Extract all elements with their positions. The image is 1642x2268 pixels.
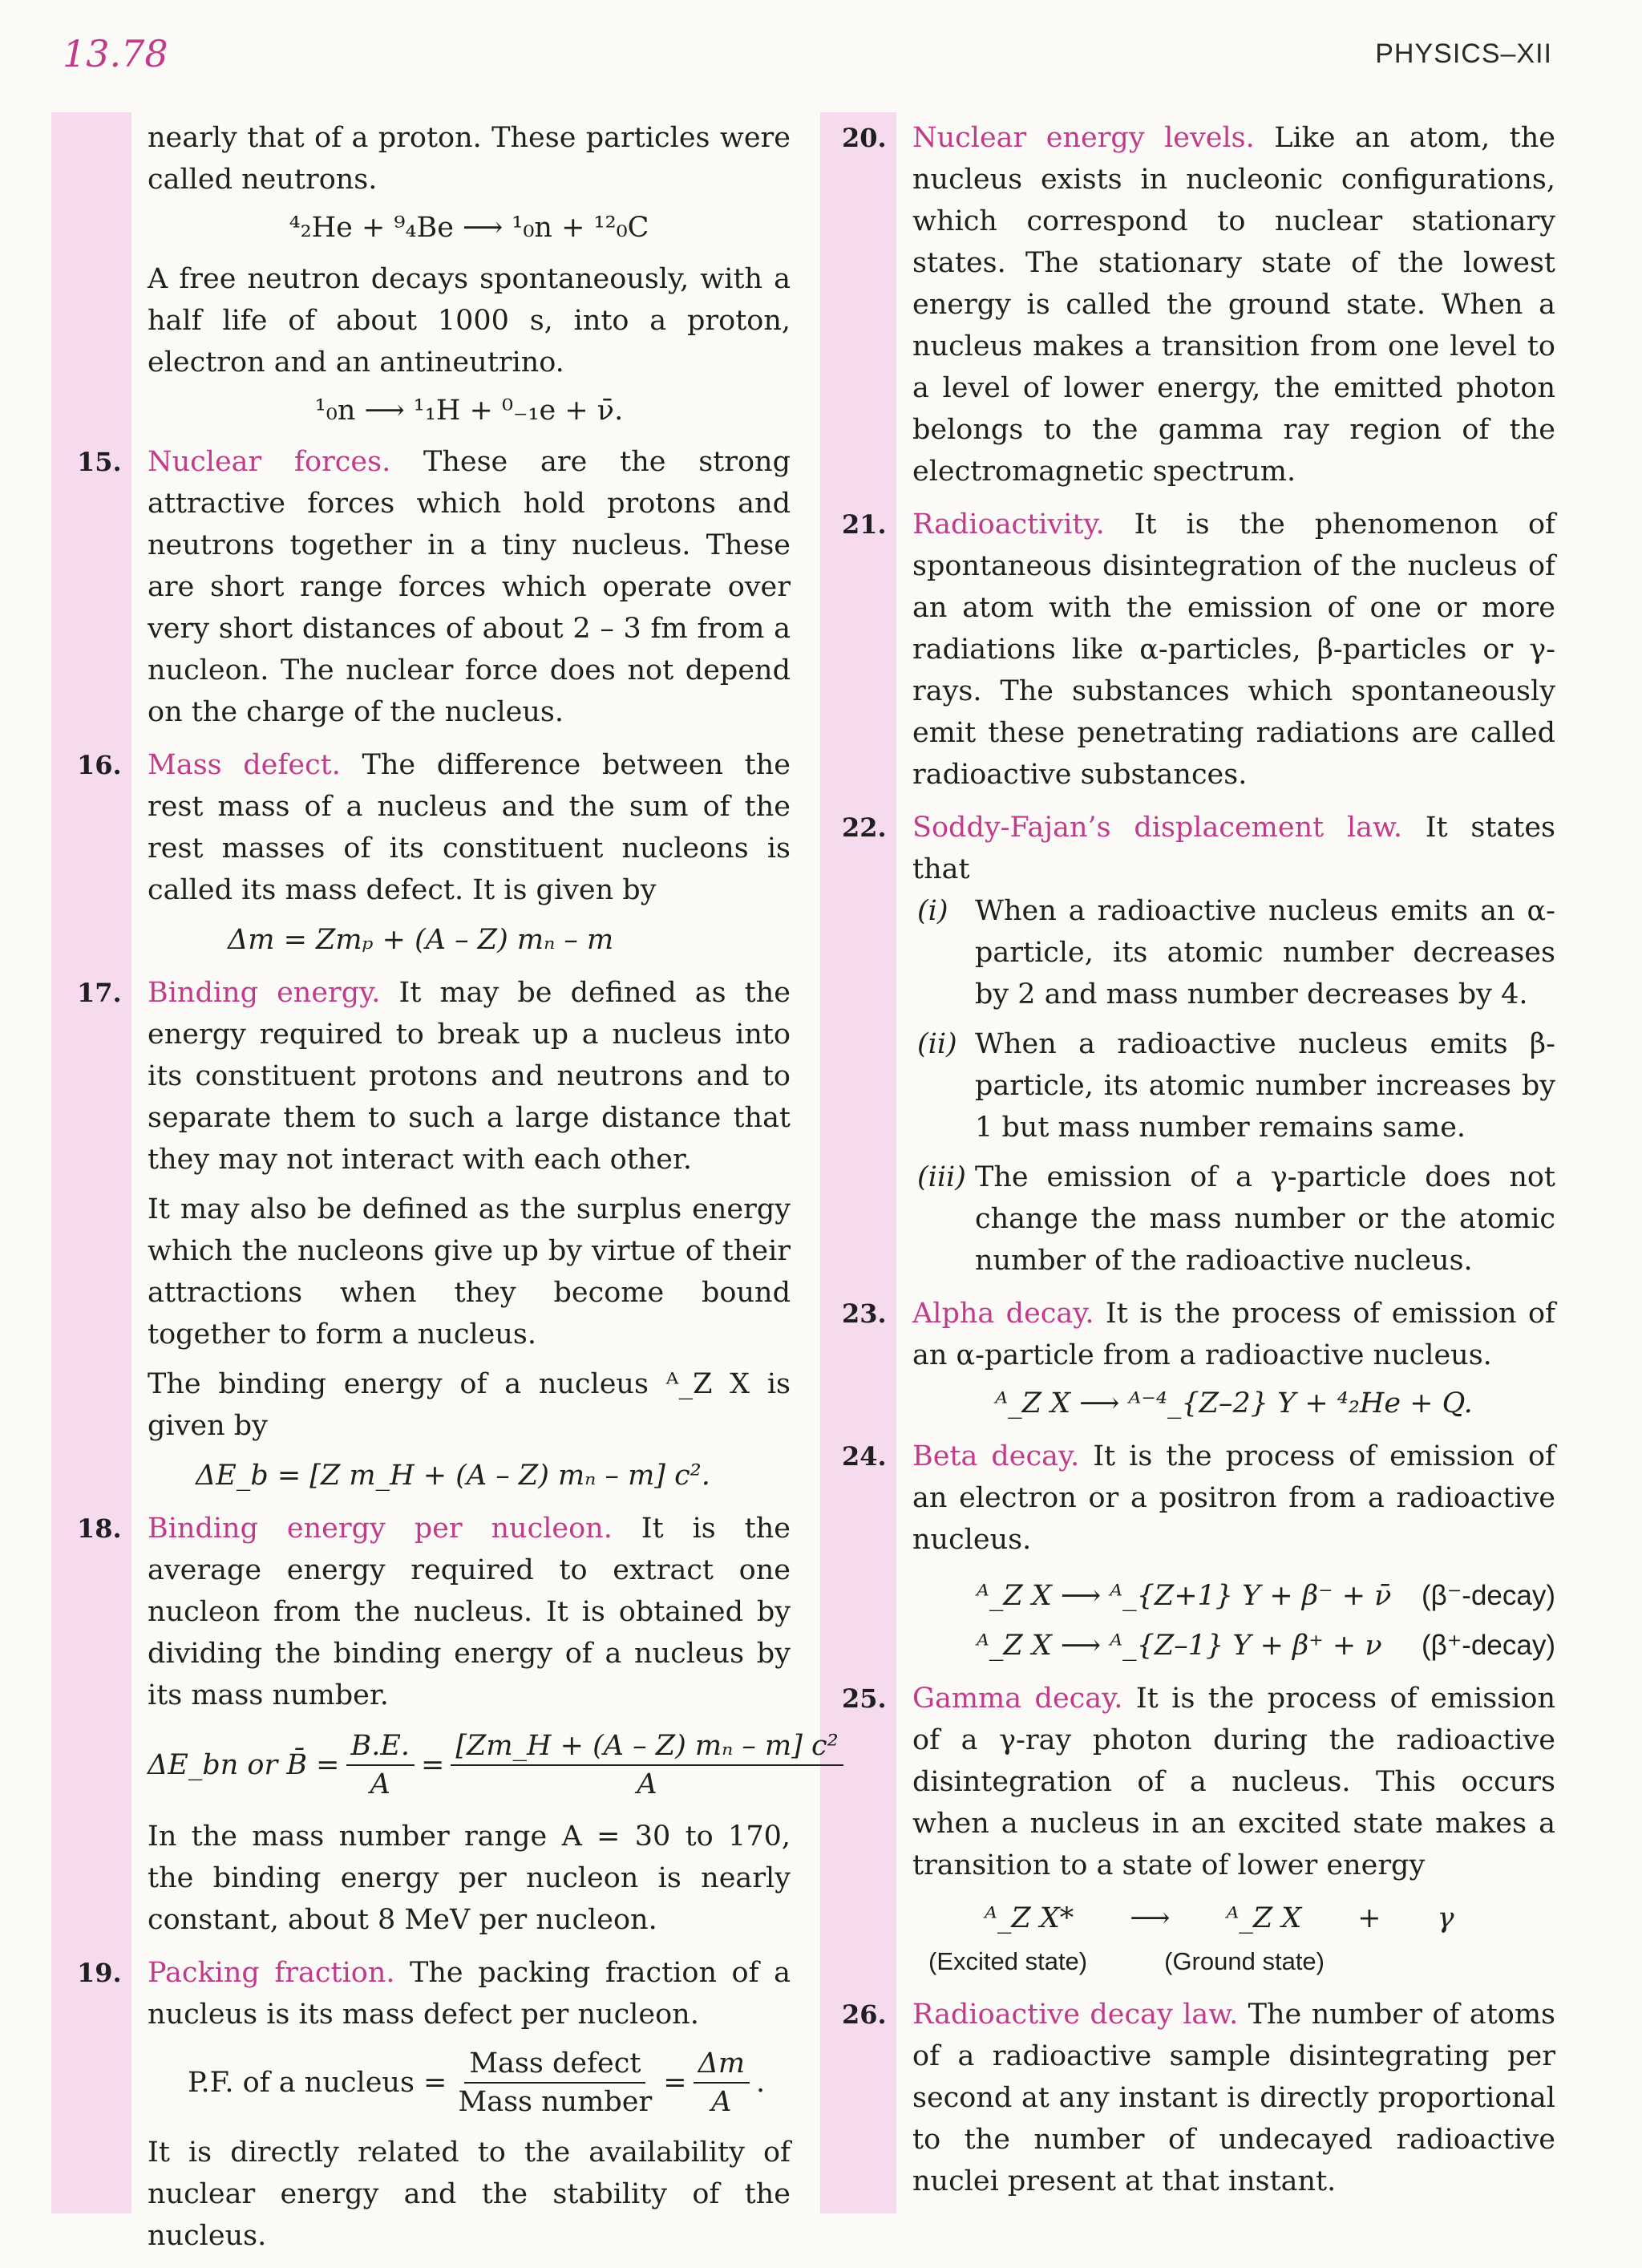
equation-bepn: ΔE_bn or B̄ = $\frac{B.E.}{A}$ = $\frac{\text{[Zm\_H + (A – Z) mₙ – m] c²}}{A}$ xyxy=(148,1727,791,1803)
point-label: (ii) xyxy=(917,1028,957,1060)
fraction-top: [Zm_H + (A – Z) mₙ – m] c² xyxy=(451,1727,843,1766)
gamma-state-labels xyxy=(912,1941,1555,1982)
item-term: Beta decay. xyxy=(912,1440,1080,1472)
item-22 xyxy=(842,807,1555,1282)
fraction-top: Δm xyxy=(694,2045,750,2084)
item-16 xyxy=(77,744,791,961)
item-text: It is the process of emission of an electron or a positron from a radioactive nucleus. xyxy=(912,1440,1555,1556)
item-text: These are the strong attractive forces which hold protons and neutrons together in a tiny nucleus. These are short range forces which operate over very short distances of about 2 – 3 fm from a nucleon. The nuclear force does not depend on the charge of the nucleus. xyxy=(148,446,791,728)
beta-minus-note: (β⁻-decay) xyxy=(1422,1580,1555,1611)
item-number: 25. xyxy=(842,1683,887,1714)
item-term: Radioactivity. xyxy=(912,508,1105,541)
fraction-be-over-a xyxy=(346,1727,415,1803)
intro-block xyxy=(77,117,791,431)
fraction-bottom: A xyxy=(711,2086,732,2118)
item-term: Nuclear forces. xyxy=(148,446,391,478)
item-term: Soddy-Fajan’s displacement law. xyxy=(912,812,1402,844)
item-number: 20. xyxy=(842,123,887,153)
item-term: Mass defect. xyxy=(148,749,341,781)
pf-para-2: It is directly related to the availability of nuclear energy and the stability of the nucleus. xyxy=(148,2136,791,2252)
soddy-point xyxy=(917,1023,1555,1148)
gamma-eq-plus: + xyxy=(1357,1902,1381,1934)
fraction-delta-m xyxy=(694,2045,750,2120)
equation-bepn-left: ΔE_bn or B̄ = xyxy=(148,1749,340,1781)
fraction-mass-defect xyxy=(453,2045,657,2120)
label-excited-state: (Excited state) xyxy=(928,1947,1088,1975)
free-neutron-text: A free neutron decays spontaneously, with a half life of about 1000 s, into a proton, electron and an antineutrino. xyxy=(148,263,791,379)
item-term: Gamma decay. xyxy=(912,1683,1123,1715)
item-text: The number of atoms of a radioactive sample disintegrating per second at any instant is directly proportional to the number of undecayed radioactive nuclei present at that instant. xyxy=(912,1999,1555,2197)
gamma-eq-gamma: γ xyxy=(1437,1902,1454,1934)
item-number: 16. xyxy=(77,750,122,780)
item-term: Binding energy per nucleon. xyxy=(148,1513,613,1545)
item-number: 17. xyxy=(77,978,122,1008)
beta-plus-row xyxy=(912,1625,1555,1667)
point-text: When a radioactive nucleus emits an α-particle, its atomic number decreases by 2 and mass number decreases by 4. xyxy=(975,895,1555,1010)
subject-header: PHYSICS–XII xyxy=(1375,38,1552,69)
item-23 xyxy=(842,1293,1555,1424)
item-term: Binding energy. xyxy=(148,977,381,1009)
item-20 xyxy=(842,117,1555,492)
equation-gamma-decay xyxy=(912,1897,1555,1939)
item-number: 26. xyxy=(842,1999,887,2030)
item-21 xyxy=(842,504,1555,796)
item-text: It is the average energy required to extract one nucleon from the nucleus. It is obtained by dividing the binding energy of a nucleus by its mass number. xyxy=(148,1513,791,1711)
item-text: It is the process of emission of an α-particle from a radioactive nucleus. xyxy=(912,1298,1555,1371)
item-text: The difference between the rest mass of a nucleus and the sum of the rest masses of its constituent nucleons is called its mass defect. It is given by xyxy=(148,749,791,906)
item-text: It is the process of emission of a γ-ray photon during the radioactive disintegration of a nucleus. This occurs when a nucleus in an excited state makes a transition to a state of lower energy xyxy=(912,1683,1556,1881)
item-number: 21. xyxy=(842,509,887,540)
item-number: 15. xyxy=(77,447,122,477)
item-24 xyxy=(842,1436,1555,1667)
fraction-bottom: A xyxy=(370,1768,390,1800)
item-text: It may be defined as the energy required to break up a nucleus into its constituent protons and neutrons and to separate them to such a large distance that they may not interact with each other. xyxy=(148,977,791,1176)
item-number: 22. xyxy=(842,812,887,843)
item-number: 18. xyxy=(77,1513,122,1544)
soddy-point xyxy=(917,1156,1555,1282)
right-column xyxy=(842,117,1555,2213)
left-column xyxy=(77,117,839,2268)
equation-mass-defect: Δm = Zmₚ + (A – Z) mₙ – m xyxy=(228,924,614,956)
item-term: Packing fraction. xyxy=(148,1957,395,1989)
item-text: It is the phenomenon of spontaneous disintegration of the nucleus of an atom with the emission of one or more radiations like α-particles, β-particles or γ-rays. The substances which spontaneously emit these penetrating radiations are called radioactive substances. xyxy=(912,508,1555,791)
item-18 xyxy=(77,1508,839,1941)
beta-plus-note: (β⁺-decay) xyxy=(1422,1630,1555,1661)
page-number: 13.78 xyxy=(63,32,168,75)
point-text: When a radioactive nucleus emits β-particle, its atomic number increases by 1 but mass number remains same. xyxy=(975,1028,1555,1144)
gamma-eq-left: ᴬ_Z X* xyxy=(985,1902,1074,1934)
item-26 xyxy=(842,1994,1555,2202)
item-term: Radioactive decay law. xyxy=(912,1999,1239,2031)
soddy-point xyxy=(917,890,1555,1015)
equation-beta-plus: ᴬ_Z X ⟶ ᴬ_{Z–1} Y + β⁺ + ν xyxy=(977,1630,1382,1662)
reaction-1: ⁴₂He + ⁹₄Be ⟶ ¹₀n + ¹²₀C xyxy=(289,212,649,244)
fraction-bottom: A xyxy=(637,1768,657,1800)
item-number: 19. xyxy=(77,1958,122,1988)
item-number: 24. xyxy=(842,1441,887,1472)
reaction-2: ¹₀n ⟶ ¹₁H + ⁰₋₁e + ν̄. xyxy=(314,395,624,427)
pf-left: P.F. of a nucleus = xyxy=(188,2067,447,2099)
equation-alpha-decay: ᴬ_Z X ⟶ ᴬ⁻⁴_{Z–2} Y + ⁴₂He + Q. xyxy=(995,1387,1473,1420)
equation-packing-fraction: P.F. of a nucleus = $\frac{\text{Mass defect}}{\text{Mass number}}$ = $\frac{\Delta m}{A}$ . xyxy=(188,2045,791,2120)
item-term: Nuclear energy levels. xyxy=(912,122,1255,154)
item-text: Like an atom, the nucleus exists in nucleonic configurations, which correspond to nuclear stationary states. The stationary state of the lowest energy is called the ground state. When a nucleus makes a transition from one level to a level of lower energy, the emitted photon belongs to the gamma ray region of the electromagnetic spectrum. xyxy=(912,122,1555,488)
fraction-top: B.E. xyxy=(346,1727,415,1766)
soddy-points xyxy=(912,890,1555,1282)
item-19 xyxy=(77,1952,791,2257)
binding-energy-para-3: The binding energy of a nucleus ᴬ_Z X is given by xyxy=(148,1368,791,1442)
gamma-eq-arrow: ⟶ xyxy=(1130,1902,1171,1934)
fraction-top: Mass defect xyxy=(464,2045,645,2084)
equation-binding-energy: ΔE_b = [Z m_H + (A – Z) mₙ – m] c². xyxy=(196,1460,710,1492)
binding-energy-para-2: It may also be defined as the surplus energy which the nucleons give up by virtue of their attractions when they become bound together to form a nucleus. xyxy=(148,1193,791,1351)
item-17 xyxy=(77,972,791,1496)
intro-text: nearly that of a proton. These particles were called neutrons. xyxy=(148,122,791,196)
point-text: The emission of a γ-particle does not change the mass number or the atomic number of the radioactive nucleus. xyxy=(975,1161,1555,1277)
fraction-formula xyxy=(451,1727,843,1803)
bepn-para-2: In the mass number range A = 30 to 170, the binding energy per nucleon is nearly constant, about 8 MeV per nucleon. xyxy=(148,1820,791,1936)
item-text: It states that xyxy=(912,812,1556,885)
equation-beta-minus: ᴬ_Z X ⟶ ᴬ_{Z+1} Y + β⁻ + ν̄ xyxy=(977,1580,1392,1612)
item-15 xyxy=(77,441,791,733)
item-term: Alpha decay. xyxy=(912,1298,1094,1330)
point-label: (iii) xyxy=(917,1161,966,1193)
gamma-eq-right: ᴬ_Z X xyxy=(1226,1902,1302,1934)
beta-minus-row xyxy=(912,1575,1555,1617)
item-number: 23. xyxy=(842,1298,887,1329)
item-text: The packing fraction of a nucleus is its mass defect per nucleon. xyxy=(148,1957,791,2031)
item-25 xyxy=(842,1678,1555,1982)
label-ground-state: (Ground state) xyxy=(1164,1947,1325,1975)
fraction-bottom: Mass number xyxy=(458,2086,653,2118)
point-label: (i) xyxy=(917,895,948,927)
